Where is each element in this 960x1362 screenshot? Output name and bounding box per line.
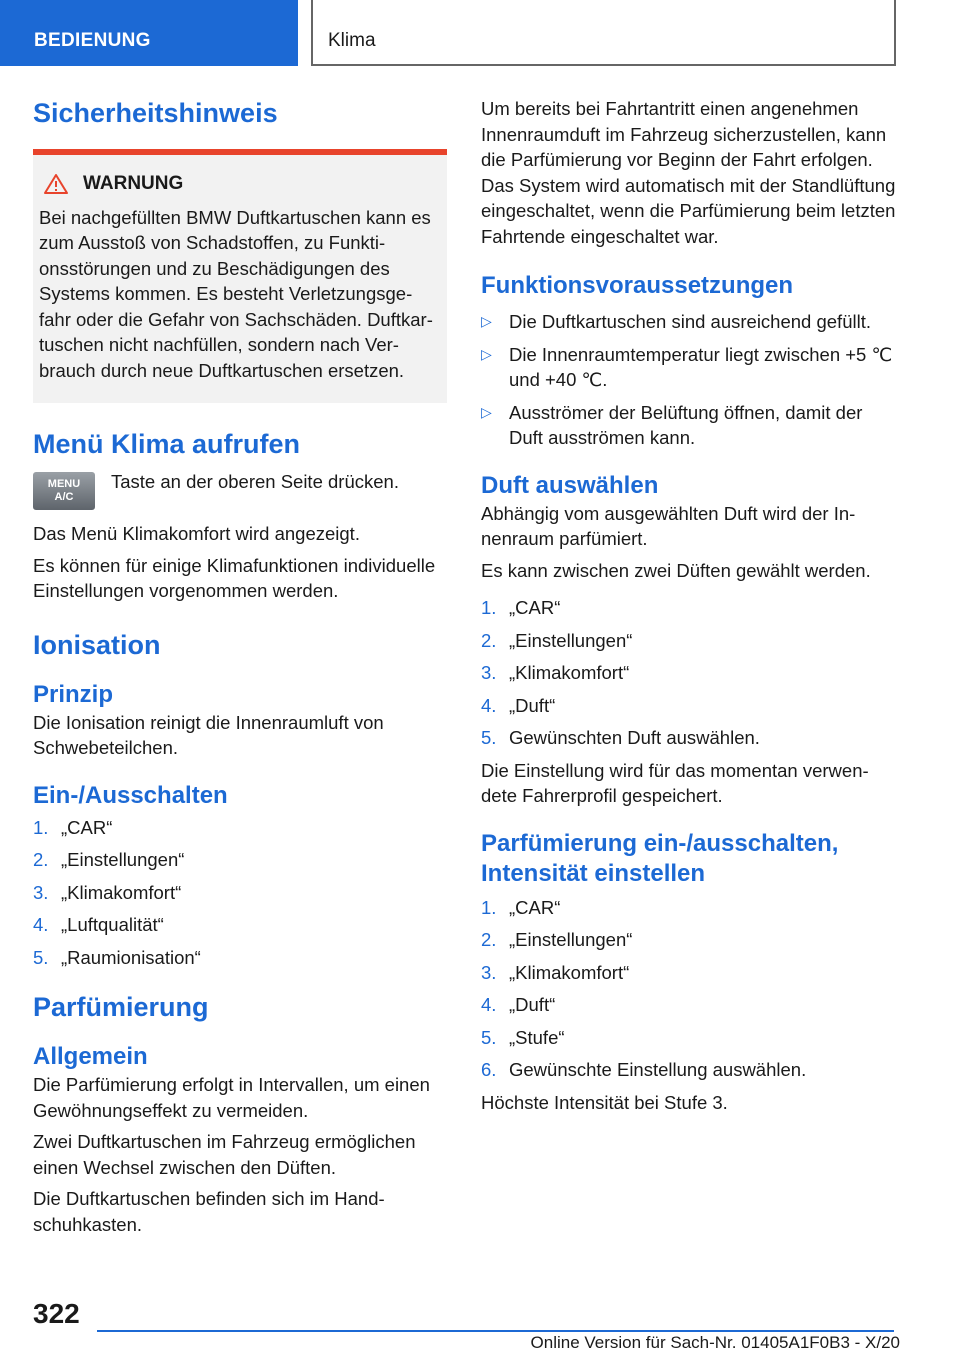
- warning-title: [39, 171, 437, 197]
- list-item: 6. Gewünschte Einstellung auswählen.: [481, 1059, 807, 1080]
- list-item: 5. Gewünschten Duft auswählen.: [481, 727, 760, 748]
- menu-instruction-text: Taste an der oberen Seite drücken.: [111, 471, 399, 492]
- page-number: 322: [33, 1298, 80, 1329]
- list-item: 5. „Stufe“: [481, 1026, 565, 1048]
- triangle-bullet-icon: ▷: [481, 403, 492, 420]
- ein-aus-heading: Ein-/Ausschalten: [33, 781, 228, 809]
- list-item: 2. „Einstellungen“: [481, 929, 633, 950]
- menu-ac-button-icon: [33, 472, 95, 510]
- list-item: 1. „CAR“: [481, 597, 561, 618]
- menu-paragraph-2: Es können für einige Klimafunktionen individuelle Einstellungen vorgenommen werden.: [33, 554, 436, 601]
- list-item: 5. „Raumionisation“: [33, 946, 201, 968]
- ionisation-heading: Ionisation: [33, 629, 161, 660]
- duft-paragraph-1: Abhängig vom ausgewählten Duft wird der Innenraum parfümiert.: [481, 502, 856, 549]
- duft-steps: [481, 595, 897, 751]
- triangle-bullet-icon: ▷: [481, 313, 492, 329]
- list-item: 4. „Luftqualität“: [33, 914, 164, 935]
- list-item: 1. „CAR“: [33, 816, 113, 838]
- menu-instruction: [33, 469, 447, 510]
- warning-icon: [43, 173, 69, 195]
- duft-auswaehlen-heading: Duft auswählen: [481, 471, 659, 499]
- triangle-bullet-icon: ▷: [481, 345, 492, 362]
- intro-paragraph: Um bereits bei Fahrtantritt einen angenehmen Innenraumduft im Fahrzeug sicherzustellen, kann die Parfümierung vor Beginn der Fahrt erfolgen. Das System wird automatisch mit der Standlüftung eingeschaltet, wenn die Parfümierung beim letzten Fahrtende eingeschaltet war.: [481, 98, 896, 247]
- warning-box: [33, 149, 447, 403]
- intensitaet-heading: Parfümierung ein-/ausschalten, Intensität einstellen: [481, 829, 839, 887]
- allgemein-paragraph-1: Die Parfümierung erfolgt in Intervallen, um einen Gewöhnungseffekt zu vermeiden.: [33, 1074, 430, 1121]
- page-header: [0, 0, 960, 66]
- menu-button-line1: MENU: [47, 478, 81, 490]
- list-item: 4. „Duft“: [481, 994, 556, 1015]
- duft-paragraph-3: Die Einstellung wird für das momentan verwendete Fahrerprofil gespeichert.: [481, 759, 869, 806]
- list-item: 4. „Duft“: [481, 694, 556, 716]
- safety-heading: Sicherheitshinweis: [33, 98, 278, 128]
- footer-text: Online Version für Sach-Nr. 01405A1F0B3 - X/20: [530, 1333, 900, 1352]
- footer-divider: [97, 1330, 894, 1332]
- menu-heading: Menü Klima aufrufen: [33, 429, 301, 459]
- list-item: ▷ Die Duftkartuschen sind ausreichend gefüllt.: [481, 309, 897, 335]
- menu-paragraph-1: Das Menü Klimakomfort wird angezeigt.: [33, 523, 360, 544]
- menu-button-line2: A/C: [54, 491, 74, 503]
- intensitaet-steps: [481, 895, 897, 1083]
- funktionsvoraussetzungen-heading: Funktionsvoraussetzungen: [481, 272, 794, 299]
- list-item: 2. „Einstellungen“: [33, 849, 185, 870]
- warning-label: WARNUNG: [83, 173, 184, 194]
- list-item: ▷ Die Innenraumtemperatur liegt zwischen +5 ℃ und +40 ℃.: [481, 342, 897, 393]
- chapter-title: Klima: [311, 0, 896, 66]
- warning-text: Bei nachgefüllten BMW Duftkartuschen kann es zum Ausstoß von Schadstoffen, zu Funktionsstörungen und zu Beschädigungen des Systems kommen. Es besteht Verletzungsgefahr oder die Gefahr von Sachschäden. Duftkartuschen nicht nachfüllen, sondern nach Verbrauch durch neue Duftkartuschen ersetzen.: [39, 206, 433, 381]
- ein-aus-steps: [33, 815, 447, 971]
- list-item: 3. „Klimakomfort“: [481, 961, 630, 983]
- allgemein-paragraph-2: Zwei Duftkartuschen im Fahrzeug ermöglichen einen Wechsel zwischen den Düften.: [33, 1131, 416, 1178]
- intensitaet-paragraph: Höchste Intensität bei Stufe 3.: [481, 1091, 728, 1113]
- section-tab: BEDIENUNG: [0, 0, 298, 66]
- left-column: [33, 96, 447, 1237]
- right-column: [481, 96, 897, 1115]
- prinzip-text: Die Ionisation reinigt die Innenraumluft von Schwebeteilchen.: [33, 711, 384, 758]
- prinzip-heading: Prinzip: [33, 680, 114, 708]
- parfuemierung-heading: Parfümierung: [33, 992, 209, 1022]
- list-item: 3. „Klimakomfort“: [481, 662, 630, 683]
- requirements-list: [481, 309, 897, 451]
- list-item: 3. „Klimakomfort“: [33, 881, 182, 903]
- list-item: 2. „Einstellungen“: [481, 629, 633, 651]
- list-item: 1. „CAR“: [481, 896, 561, 918]
- allgemein-paragraph-3: Die Duftkartuschen befinden sich im Handschuhkasten.: [33, 1188, 385, 1235]
- duft-paragraph-2: Es kann zwischen zwei Düften gewählt werden.: [481, 559, 871, 581]
- list-item: ▷ Ausströmer der Belüftung öffnen, damit der Duft ausströmen kann.: [481, 400, 897, 451]
- allgemein-heading: Allgemein: [33, 1043, 148, 1070]
